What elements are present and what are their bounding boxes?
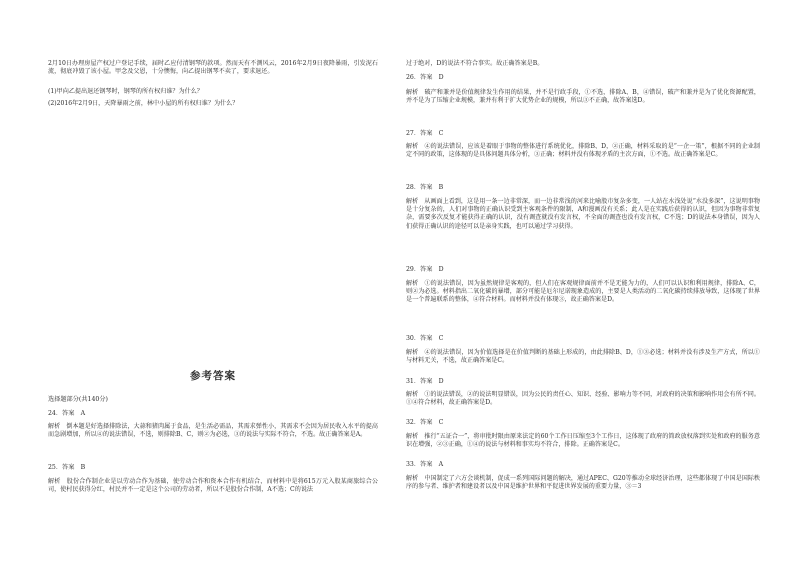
answer-29-explanation: 解析 ①的说法错误，因为虽然规律是客观的，但人们在客观规律面前并不是无能为力的，人们可以认识和利用规律，排除A、C，则②为必选。材料指出二氧化碳的暴增，部分可能是厄尔尼诺现象造成的，主要是人类活动的二氧化碳持续排放导致，这体现了世界是一个普遍联系的整体，④符合材料。而材料并没有体现③，故正确答案是D。 — [406, 280, 760, 304]
answer-33-explanation: 解析 中国制定了六方会谈机制，促成一系列国际问题的解决，通过APEC、G20等推动全球经济治理，这些都体现了中国是国际秩序的参与者、维护者和建设者以及中国是维护世界和平促进世界发展的重要力量，③＝3 — [406, 475, 760, 491]
answer-32-explanation: 解析 推行“五证合一”，将审批时限由原来法定的60个工作日压缩至3个工作日，这体现了政府的简政放权落到实处和政府的服务意识在增强，②③正确，①④的说法与材料和事实均不符合，排除。正确答案是C。 — [406, 433, 760, 449]
answer-31-explanation: 解析 ①的说法错误，②的说法明显错误，因为公民的责任心、知识、经验、影响力等不同，对政府的决策和影响作用会有所不同。①④符合材料，故正确答案是D。 — [406, 391, 760, 407]
question-intro-paragraph: 2月10日办理房屋产权过户登记手续，届时乙应付清钢琴的款项。然而天有不测风云，2016年2月9日夜降暴雨，引发泥石流，彻底冲毁了该小屋。甲念及父恩，十分懊悔，向乙提出钢琴不卖了，要求退还。 — [48, 60, 378, 76]
answer-27-caption: 27．答案 C — [406, 130, 444, 137]
section-subtitle: 选择题部分(共140分) — [48, 396, 108, 403]
answer-25-caption: 25．答案 B — [48, 464, 86, 471]
answer-33-caption: 33．答案 A — [406, 461, 444, 468]
answer-30-caption: 30．答案 C — [406, 335, 444, 342]
answer-29-caption: 29．答案 D — [406, 266, 444, 273]
answer-28-caption: 28．答案 B — [406, 184, 444, 191]
answer-27-explanation: 解析 ④的说法错误，应该是着眼于事物的整体进行系统优化，排除B、D，②正确，材料采取的是“一企一策”，根据不同的企业制定不同的政策，这体现的是具体问题具体分析，③正确；材料并没有体现矛盾的主次方面，①不选。故正确答案是C。 — [406, 143, 760, 159]
answer-26-explanation: 解析 破产和兼并是价值规律发生作用的结果，并不是行政手段，①不选，排除A、B，④错误，破产和兼并是为了优化资源配置，并不是为了压缩企业规模，兼并有利于扩大优势企业的规模，所以③不正确，故答案选D。 — [406, 89, 760, 105]
answer-32-caption: 32．答案 C — [406, 419, 444, 426]
answer-31-caption: 31．答案 D — [406, 378, 444, 385]
answer-28-explanation: 解析 从画面上看到，这是用一条一边非常深，而一边非常浅的河来比喻股市复杂多变，一人站在水浅处说“水没多深”，这说明事物是十分复杂的，人们对事物的正确认识受到主客观条件的限制，A和漫画没有关系；此人是在实践后获得的认识，但因为事物非常复杂，需要多次反复才能获得正确的认识，没有调查就没有发言权，不全面的调查也没有发言权，C不选；D的说法本身错误，因为人们获得正确认识的途径可以是亲身实践，也可以通过学习获得。 — [406, 198, 760, 230]
answer-25-continued: 过于绝对，D的说法不符合事实。故正确答案是B。 — [406, 60, 544, 67]
answer-26-caption: 26．答案 D — [406, 74, 444, 81]
page-title: 参考答案 — [190, 370, 236, 382]
question-2: (2)2016年2月9日，天降暴雨之前，林中小屋的所有权归谁？为什么？ — [48, 100, 239, 107]
answer-24-caption: 24．答案 A — [48, 410, 86, 417]
answer-24-explanation: 解析 倒本题是好选择排除法，大蒜和猪肉属于食品，是生活必需品，其需求弹性小，其需求不会因为居民收入水平的提高而急剧增加，所以④的说法错误，不选，则排除B、C，则②为必选，③的说法与实际不符合，不选。故正确答案是A。 — [48, 423, 378, 439]
answer-25-explanation: 解析 股份合作制企业是以劳动合作为基础，使劳动合作和资本合作有机结合，而材料中是将615万元入股某商旅综合公司，使村民获得分红，村民并不一定是这个公司的劳动者，所以不是股份合作制，A不选；C的说法 — [48, 478, 378, 494]
question-1: (1)甲向乙提出退还钢琴时，钢琴的所有权归谁？为什么？ — [48, 88, 203, 95]
answer-30-explanation: 解析 ④的说法错误，因为价值选择是在价值判断的基础上形成的，由此排除B、D，①③必选；材料并没有涉及生产方式，所以①与材料无关，不选，故正确答案是C。 — [406, 349, 760, 365]
